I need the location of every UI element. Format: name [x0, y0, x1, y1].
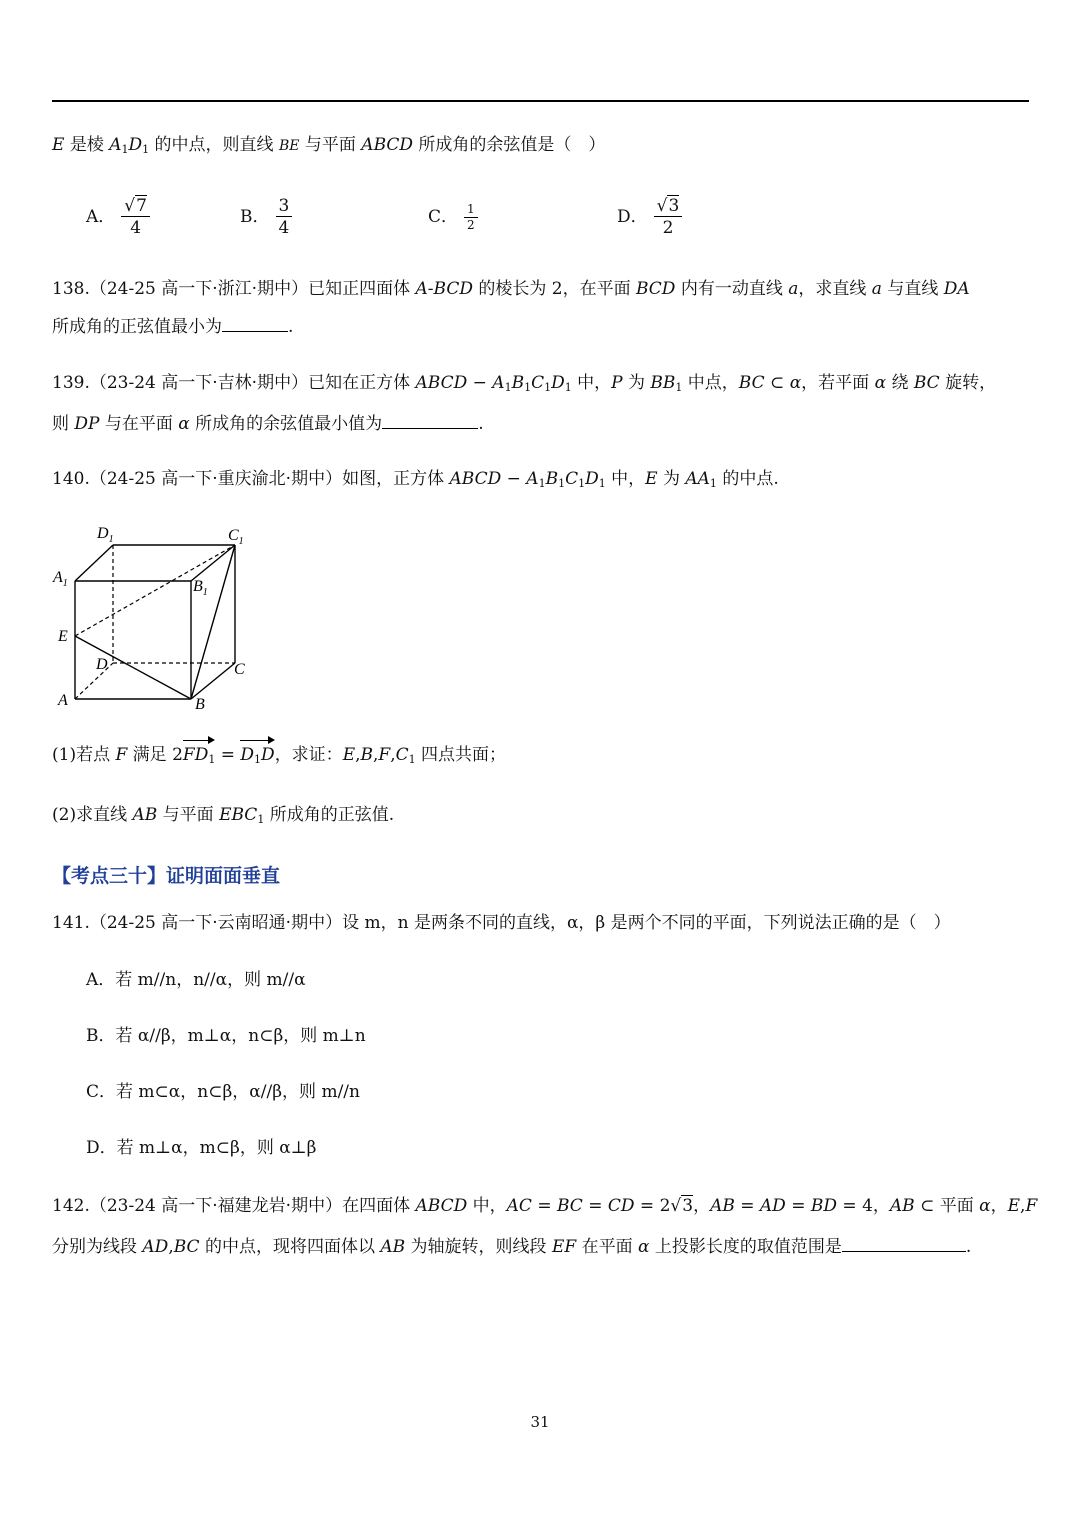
label-b1: $B_1$ [193, 578, 208, 598]
q137-option-d[interactable]: D． $\frac{√3}{2}$ [617, 196, 682, 239]
label-d1: $D_1$ [97, 525, 114, 545]
q138-line2: 所成角的正弦值最小为 . [52, 313, 293, 339]
q142-line2: 分别为线段 AD,BC 的中点，现将四面体以 AB 为轴旋转，则线段 EF 在平面 α 上投影长度的取值范围是 . [52, 1233, 971, 1259]
section-heading: 【考点三十】证明面面垂直 [52, 865, 281, 887]
q141-option-c[interactable]: C．若 m⊂α，n⊂β，α//β，则 m//n [86, 1082, 360, 1102]
answer-blank[interactable] [222, 313, 288, 332]
q137-stem: E 是棱 $A_1D_1$ 的中点，则直线 BE 与平面 ABCD 所成角的余弦值是（ ） [52, 135, 606, 156]
label-a: A [58, 692, 68, 709]
q140-part1: (1)若点 F 满足 $2FD_1 = D_1D$，求证：$E,B,F,C_1$ 四点共面； [52, 745, 507, 766]
q137-option-a[interactable]: A． $\frac{√7}{4}$ [86, 196, 150, 239]
label-a1: $A_1$ [53, 569, 68, 589]
q138-line1: 138.（24-25 高一下·浙江·期中）已知正四面体 A-BCD 的棱长为 2，在平面 BCD 内有一动直线 a，求直线 a 与直线 DA [52, 279, 970, 299]
q141-option-a[interactable]: A．若 m//n，n//α，则 m//α [86, 970, 306, 990]
q142-line1: 142.（23-24 高一下·福建龙岩·期中）在四面体 ABCD 中，AC = BC = CD = 2√3，AB = AD = BD = 4，AB ⊂ 平面 α，E,F [52, 1196, 1038, 1216]
q141-stem: 141.（24-25 高一下·云南昭通·期中）设 m，n 是两条不同的直线，α，β 是两个不同的平面，下列说法正确的是（ ） [52, 913, 951, 933]
label-b: B [195, 696, 205, 713]
q137-option-b[interactable]: B． $\frac{3}{4}$ [240, 196, 292, 239]
answer-blank[interactable] [382, 410, 478, 429]
label-c: C [234, 661, 245, 678]
q140-line1: 140.（24-25 高一下·重庆渝北·期中）如图，正方体 ABCD − $A_1B_1C_1D_1$ 中，E 为 $AA_1$ 的中点. [52, 469, 779, 490]
cube-figure [50, 518, 260, 718]
answer-blank[interactable] [842, 1233, 966, 1252]
q140-part2: (2)求直线 AB 与平面 $EBC_1$ 所成角的正弦值. [52, 805, 395, 826]
label-c1: $C_1$ [228, 527, 244, 547]
page-number: 31 [530, 1413, 550, 1431]
q137-option-c[interactable]: C． $\frac{1}{2}$ [428, 202, 478, 233]
label-d: D [96, 656, 108, 673]
label-e: E [58, 628, 68, 645]
header-rule [52, 100, 1029, 102]
q139-line1: 139.（23-24 高一下·吉林·期中）已知在正方体 ABCD − $A_1B_1C_1D_1$ 中，P 为 $BB_1$ 中点，BC ⊂ α，若平面 α 绕 BC 旋转， [52, 373, 997, 394]
q139-line2: 则 DP 与在平面 α 所成角的余弦值最小值为 . [52, 410, 484, 436]
q141-option-d[interactable]: D．若 m⊥α，m⊂β，则 α⊥β [86, 1138, 317, 1158]
q141-option-b[interactable]: B．若 α//β，m⊥α，n⊂β，则 m⊥n [86, 1026, 366, 1046]
